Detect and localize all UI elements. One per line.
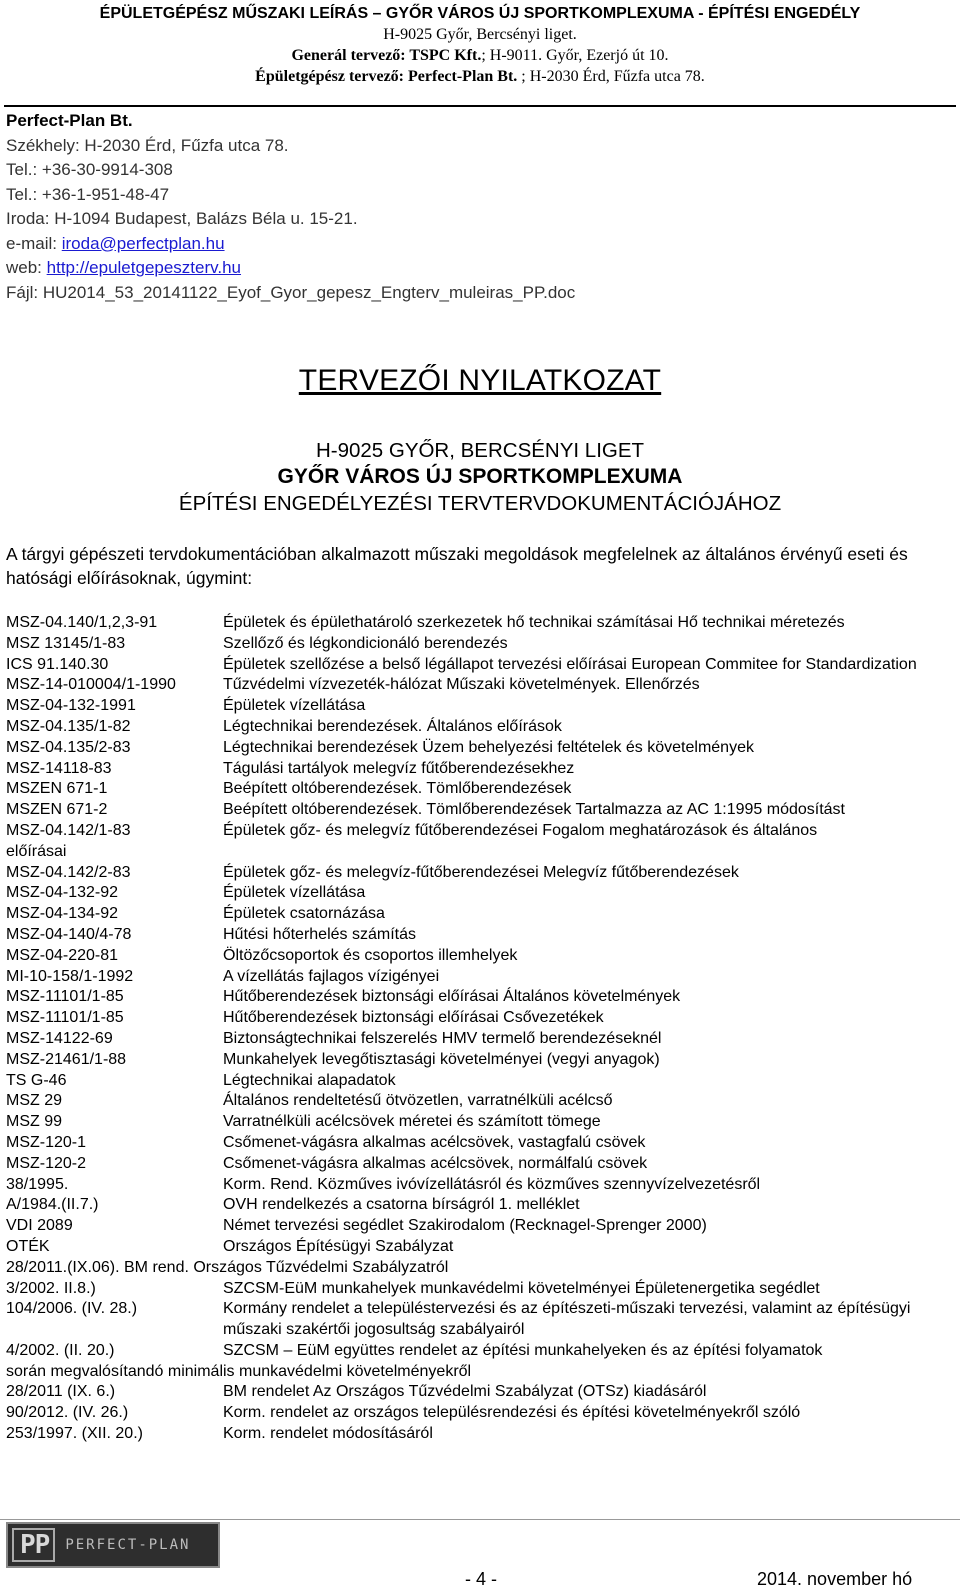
- standard-description: Csőmenet-vágásra alkalmas acélcsövek, vastagfalú csövek: [223, 1133, 646, 1151]
- standard-description: Hűtési hőterhelés számítás: [223, 925, 416, 943]
- standard-row: [6, 1237, 956, 1258]
- standard-description: Általános rendeltetésű ötvözetlen, varratnélküli acélcső: [223, 1092, 613, 1110]
- standard-description: Biztonságtechnikai felszerelés HMV termelő berendezéseknél: [223, 1029, 662, 1047]
- standard-code: MSZ 29: [6, 1092, 63, 1110]
- standard-row: [6, 821, 956, 842]
- standard-row: [6, 883, 956, 904]
- standard-code: ICS 91.140.30: [6, 655, 109, 673]
- subtitle-purpose: ÉPÍTÉSI ENGEDÉLYEZÉSI TERVTERVDOKUMENTÁCIÓJÁHOZ: [178, 492, 782, 515]
- standard-code: MSZ 99: [6, 1113, 63, 1131]
- header-address: H-9025 Győr, Bercsényi liget.: [383, 26, 577, 43]
- standard-code: 4/2002. (II. 20.): [6, 1341, 115, 1359]
- standard-code: MSZ-11101/1-85: [6, 988, 124, 1006]
- standard-code: 3/2002. II.8.): [6, 1279, 96, 1297]
- standard-row: [6, 759, 956, 780]
- standard-description: Beépített oltóberendezések. Tömlőberendezések Tartalmazza az AC 1:1995 módosítást: [223, 801, 845, 819]
- header-divider: [4, 105, 956, 107]
- standard-row: [6, 1071, 956, 1092]
- standard-description: [223, 842, 956, 863]
- standard-row: [6, 904, 956, 925]
- standard-code: 28/2011 (IX. 6.): [6, 1383, 116, 1401]
- standard-description: Légtechnikai alapadatok: [223, 1071, 396, 1089]
- firm-tel-2: Tel.: +36-1-951-48-47: [6, 184, 170, 204]
- standards-rows-3: [6, 1382, 956, 1444]
- standard-code: VDI 2089: [6, 1217, 73, 1235]
- standard-continuation: során megvalósítandó minimális munkavédelmi követelményekről: [6, 1362, 472, 1380]
- standard-row: [6, 696, 956, 717]
- standard-code: MSZ-04.135/1-82: [6, 717, 131, 735]
- page-header: [0, 0, 960, 87]
- standard-row: [6, 1216, 956, 1237]
- standard-description: Épületek gőz- és melegvíz fűtőberendezései Fogalom meghatározások és általános: [223, 821, 818, 839]
- footer-divider: [0, 1519, 960, 1520]
- perfect-plan-logo: [6, 1522, 220, 1568]
- standard-description: Csőmenet-vágásra alkalmas acélcsövek, normálfalú csövek: [223, 1154, 648, 1172]
- standard-row: [6, 1424, 956, 1445]
- standard-description: Korm. Rend. Közműves ivóvízellátásról és közműves szennyvízelvezetésről: [223, 1175, 761, 1193]
- standard-code: TS G-46: [6, 1071, 67, 1089]
- header-general-designer-address: ; H-9011. Győr, Ezerjó út 10.: [481, 47, 669, 64]
- header-title: ÉPÜLETGÉPÉSZ MŰSZAKI LEÍRÁS – GYŐR VÁROS ÚJ SPORTKOMPLEXUMA - ÉPÍTÉSI ENGEDÉLY: [99, 5, 861, 22]
- standard-row: [6, 1403, 956, 1424]
- firm-tel-1: Tel.: +36-30-9914-308: [6, 160, 173, 179]
- standards-list: [6, 613, 956, 1445]
- intro-paragraph: A tárgyi gépészeti tervdokumentációban alkalmazott műszaki megoldások megfelelnek az általános érvényű eseti és hatósági előírásoknak, úgymint:: [6, 544, 908, 588]
- standard-line-28-2011: 28/2011.(IX.06). BM rend. Országos Tűzvédelmi Szabályzatról: [6, 1258, 449, 1276]
- subtitle-project: GYŐR VÁROS ÚJ SPORTKOMPLEXUMA: [277, 465, 683, 488]
- standard-row: [6, 634, 956, 655]
- standard-code: OTÉK: [6, 1237, 50, 1255]
- standard-description: SZCSM – EüM együttes rendelet az építési munkahelyeken és az építési folyamatok: [223, 1341, 823, 1359]
- standard-row: [6, 1154, 956, 1175]
- standard-row: [6, 842, 956, 863]
- standard-row: [6, 675, 956, 696]
- standard-description: Épületek csatornázása: [223, 905, 385, 923]
- web-link[interactable]: http://epuletgepeszterv.hu: [46, 258, 242, 277]
- standard-row: [6, 946, 956, 967]
- header-mep-designer-name: Épületgépész tervező: Perfect-Plan Bt.: [255, 68, 518, 85]
- standard-row: [6, 1279, 956, 1300]
- standard-code: MSZ-120-1: [6, 1133, 87, 1151]
- standard-description: Épületek szellőzése a belső légállapot tervezési előírásai European Commitee for Standardization: [223, 655, 917, 673]
- standard-description: Légtechnikai berendezések Üzem behelyezési feltételek és követelmények: [223, 738, 754, 756]
- standard-description: Német tervezési segédlet Szakirodalom (Recknagel-Sprenger 2000): [223, 1217, 707, 1235]
- standard-row: [6, 1382, 956, 1403]
- standard-row: [6, 967, 956, 988]
- standard-description: Épületek gőz- és melegvíz-fűtőberendezései Melegvíz fűtőberendezések: [223, 863, 739, 881]
- standards-rows: [6, 613, 956, 1258]
- standard-description: Szellőző és légkondicionáló berendezés: [223, 634, 508, 652]
- firm-email-line: [6, 232, 575, 257]
- logo-mark: PP: [12, 1528, 55, 1562]
- standard-row: [6, 1091, 956, 1112]
- standard-row: [6, 925, 956, 946]
- standard-row: [6, 863, 956, 884]
- standard-description: OVH rendelkezés a csatorna bírságról 1. melléklet: [223, 1196, 580, 1214]
- standard-description: Légtechnikai berendezések. Általános előírások: [223, 717, 562, 735]
- standard-code: MSZ-14118-83: [6, 759, 112, 777]
- standard-description: Korm. rendelet az országos településrendezési és építési követelményekről szóló: [223, 1404, 801, 1422]
- header-general-designer: [0, 45, 960, 66]
- standard-code: MSZ-04-134-92: [6, 905, 119, 923]
- header-mep-designer: [0, 66, 960, 87]
- web-label: web:: [6, 258, 47, 277]
- standard-description: Hűtőberendezések biztonsági előírásai Csővezetékek: [223, 1009, 604, 1027]
- standard-code: MSZEN 671-1: [6, 780, 108, 798]
- email-label: e-mail:: [6, 233, 62, 253]
- standard-row: [6, 800, 956, 821]
- firm-seat: Székhely: H-2030 Érd, Fűzfa utca 78.: [6, 135, 289, 155]
- document-title: TERVEZŐI NYILATKOZAT: [298, 364, 662, 397]
- standard-row: [6, 1029, 956, 1050]
- standard-row: [6, 1299, 956, 1341]
- standard-row: [6, 1341, 956, 1362]
- standard-row: [6, 1008, 956, 1029]
- firm-office: Iroda: H-1094 Budapest, Balázs Béla u. 15-21.: [6, 209, 358, 228]
- standard-code: MSZ-21461/1-88: [6, 1050, 127, 1068]
- firm-web-line: [6, 256, 575, 281]
- standard-row: [6, 1133, 956, 1154]
- standard-description: Korm. rendelet módosításáról: [223, 1425, 433, 1443]
- standard-description: Öltözőcsoportok és csoportos illemhelyek: [223, 946, 518, 964]
- standard-row: [6, 1050, 956, 1071]
- standard-code: A/1984.(II.7.): [6, 1196, 99, 1214]
- standard-description: Hűtőberendezések biztonsági előírásai Általános követelmények: [223, 988, 681, 1006]
- standard-code: MSZ 13145/1-83: [6, 634, 126, 652]
- standard-code: MSZ-04.142/2-83: [6, 863, 131, 881]
- standard-row: [6, 655, 956, 676]
- standard-description: A vízellátás fajlagos vízigényei: [223, 967, 440, 985]
- standard-description: Országos Építésügyi Szabályzat: [223, 1237, 454, 1255]
- standard-description: Tágulási tartályok melegvíz fűtőberendezésekhez: [223, 759, 575, 777]
- standard-description: Épületek és épülethatároló szerkezetek hő technikai számításai Hő technikai méretezés: [223, 614, 845, 631]
- standard-row: [6, 1195, 956, 1216]
- firm-name: Perfect-Plan Bt.: [6, 111, 133, 130]
- standard-code: MSZ-04-132-1991: [6, 697, 136, 715]
- standard-row: [6, 779, 956, 800]
- standard-code: MSZ-120-2: [6, 1154, 87, 1172]
- page-number: - 4 -: [465, 1569, 498, 1589]
- standard-description: Varratnélküli acélcsövek méretei és számított tömege: [223, 1113, 601, 1131]
- standard-code: MSZ-14-010004/1-1990: [6, 676, 176, 694]
- standard-code: 90/2012. (IV. 26.): [6, 1404, 129, 1422]
- standard-code: MSZ-11101/1-85: [6, 1009, 124, 1027]
- standard-description: Beépített oltóberendezések. Tömlőberendezések: [223, 780, 572, 798]
- standard-row: [6, 1175, 956, 1196]
- standard-description: Munkahelyek levegőtisztasági követelményei (vegyi anyagok): [223, 1050, 660, 1068]
- standard-description: Épületek vízellátása: [223, 697, 366, 715]
- subtitle-location: H-9025 GYŐR, BERCSÉNYI LIGET: [315, 439, 645, 462]
- footer-date: 2014. november hó: [757, 1569, 913, 1589]
- standard-code: MSZ-04-132-92: [6, 884, 119, 902]
- standard-description: Tűzvédelmi vízvezeték-hálózat Műszaki követelmények. Ellenőrzés: [223, 676, 700, 694]
- standard-row: [6, 1112, 956, 1133]
- logo-text: PERFECT-PLAN: [65, 1537, 191, 1553]
- standard-code: MI-10-158/1-1992: [6, 967, 134, 985]
- standard-row: [6, 738, 956, 759]
- standard-code: előírásai: [6, 842, 67, 860]
- header-mep-designer-address: ; H-2030 Érd, Fűzfa utca 78.: [517, 68, 705, 85]
- standard-code: 104/2006. (IV. 28.): [6, 1300, 138, 1318]
- standard-code: MSZ-14122-69: [6, 1029, 113, 1047]
- email-link[interactable]: iroda@perfectplan.hu: [61, 233, 225, 253]
- file-name: Fájl: HU2014_53_20141122_Eyof_Gyor_gepesz_Engterv_muleiras_PP.doc: [6, 282, 576, 302]
- standard-description: Kormány rendelet a településtervezési és az építészeti-műszaki tervezési, valamint az építésügyi műszaki szakértői jogosultság szabályairól: [223, 1300, 911, 1339]
- standard-code: MSZ-04.135/2-83: [6, 738, 131, 756]
- standard-code: 38/1995.: [6, 1175, 69, 1193]
- standard-code: 253/1997. (XII. 20.): [6, 1425, 143, 1443]
- firm-block: [6, 109, 575, 305]
- standard-row: [6, 613, 956, 634]
- standard-code: MSZ-04-140/4-78: [6, 925, 132, 943]
- standard-code: MSZ-04.140/1,2,3-91: [6, 614, 158, 631]
- standard-code: MSZ-04-220-81: [6, 946, 119, 964]
- standard-description: SZCSM-EüM munkahelyek munkavédelmi követelményei Épületenergetika segédlet: [223, 1279, 820, 1297]
- standard-description: Épületek vízellátása: [223, 884, 366, 902]
- standard-description: BM rendelet Az Országos Tűzvédelmi Szabályzat (OTSz) kiadásáról: [223, 1383, 707, 1401]
- standard-code: MSZ-04.142/1-83: [6, 821, 131, 839]
- standard-code: MSZEN 671-2: [6, 801, 108, 819]
- header-general-designer-name: Generál tervező: TSPC Kft.: [291, 47, 482, 64]
- standards-rows-2: [6, 1279, 956, 1362]
- standard-row: [6, 987, 956, 1008]
- standard-row: [6, 717, 956, 738]
